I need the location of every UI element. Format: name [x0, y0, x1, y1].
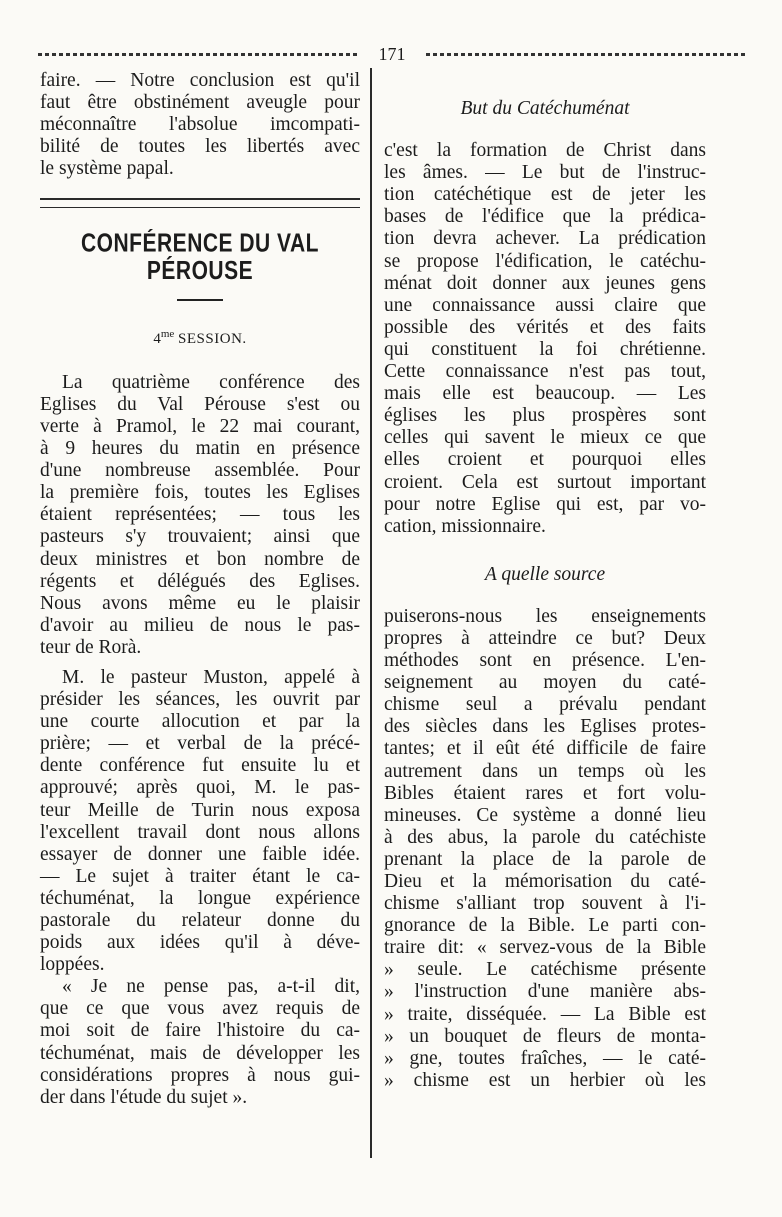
text-line: » traite, disséquée. — La Bible est — [384, 1003, 706, 1025]
text-line: Dieu et la mémorisation du caté- — [384, 871, 706, 892]
text-line: tion catéchétique est de jeter les — [384, 184, 706, 206]
left-paragraph-4 — [40, 976, 360, 1109]
text-line: téchuménat, mais de développer les — [40, 1042, 360, 1064]
heading-dash — [177, 299, 223, 301]
text-line: — Le sujet à traiter étant le ca- — [40, 865, 360, 887]
text-line: M. le pasteur Muston, appelé à — [62, 666, 360, 688]
text-line: tion devra achever. La prédication — [384, 228, 706, 250]
text-line: cation, missionnaire. — [384, 515, 546, 537]
text-line: der dans l'étude du sujet ». — [40, 1086, 248, 1108]
text-line: mais elle est beaucoup. — Les — [384, 383, 706, 405]
text-line: croient. Cela est surtout important — [384, 471, 706, 493]
text-line: pastorale du relateur donne du — [40, 910, 360, 931]
text-line: puiserons-nous les enseignements — [384, 605, 706, 627]
text-line: méthodes sont en présence. L'en- — [384, 650, 706, 672]
left-paragraph-3 — [40, 667, 360, 976]
text-line: loppées. — [40, 954, 105, 976]
text-line: elles croient et pourquoi elles — [384, 449, 706, 471]
text-line: mineuses. Ce système a donné lieu — [384, 804, 706, 826]
text-line: » seule. Le catéchisme présente — [384, 959, 706, 981]
text-line: autrement dans un temps où les — [384, 760, 706, 782]
page-header — [38, 44, 746, 64]
session-word: SESSION. — [178, 330, 247, 347]
text-line: Eglises du Val Pérouse s'est ou — [40, 393, 360, 415]
text-line: dente conférence fut ensuite lu et — [40, 755, 360, 777]
text-line: faire. — Notre conclusion est qu'il — [40, 70, 360, 91]
text-line: la première fois, toutes les Eglises — [40, 482, 360, 504]
left-column — [40, 70, 360, 1109]
text-line: moi soit de faire l'histoire du ca- — [40, 1020, 360, 1042]
text-line: poids aux idées qu'il à déve- — [40, 932, 360, 954]
text-line: que ce que vous avez requis de — [40, 998, 360, 1020]
right-paragraph-2 — [384, 606, 706, 1092]
text-line: chisme s'alliant trop souvent à l'i- — [384, 893, 706, 915]
text-line: ménat doit donner aux jeunes gens — [384, 272, 706, 294]
text-line: approuvé; après quoi, M. le pas- — [40, 777, 360, 799]
text-line: étaient représentées; — tous les — [40, 504, 360, 526]
text-line: une courte allocution et par la — [40, 711, 360, 733]
subheading-but: But du Catéchuménat — [460, 98, 630, 119]
text-line: Nous avons même eu le plaisir — [40, 592, 360, 614]
section-double-rule — [40, 198, 360, 208]
text-line: bases de l'édifice que la prédica- — [384, 206, 706, 228]
text-line: qui constituent la foi chrétienne. — [384, 338, 706, 360]
text-line: d'avoir au milieu de nous le pas- — [40, 614, 360, 636]
left-paragraph-1 — [40, 70, 360, 180]
text-line: » gne, toutes fraîches, — le caté- — [384, 1047, 706, 1069]
text-line: une connaissance aussi claire que — [384, 294, 706, 316]
text-line: « Je ne pense pas, a-t-il dit, — [62, 976, 360, 998]
text-line: églises les plus prospères sont — [384, 405, 706, 427]
text-line: tantes; et il eût été difficile de faire — [384, 738, 706, 760]
text-line: téchuménat, la longue expérience — [40, 887, 360, 909]
session-label — [40, 323, 360, 350]
text-line: » chisme est un herbier où les — [384, 1069, 706, 1091]
section-heading: CONFÉRENCE DU VAL PÉROUSE — [81, 229, 319, 287]
text-line: l'excellent travail dont nous allons — [40, 821, 360, 843]
text-line: » l'instruction d'une manière abs- — [384, 981, 706, 1003]
text-line: pasteurs s'y trouvaient; ainsi que — [40, 526, 360, 548]
text-line: c'est la formation de Christ dans — [384, 140, 706, 162]
text-line: Cette connaissance n'est pas tout, — [384, 361, 706, 383]
text-line: présider les séances, les ouvrit par — [40, 689, 360, 711]
header-wavy-rule-right — [426, 53, 746, 56]
text-line: gnorance de la Bible. Le parti con- — [384, 915, 706, 937]
text-line: d'une nombreuse assemblée. Pour — [40, 460, 360, 482]
text-line: des siècles dans les Eglises protes- — [384, 716, 706, 738]
column-divider — [370, 68, 372, 1158]
text-line: prière; — et verbal de la précé- — [40, 733, 360, 755]
text-line: considérations propres à nous gui- — [40, 1064, 360, 1086]
text-line: faut être obstinément aveugle pour — [40, 92, 360, 114]
text-line: pour notre Eglise qui est, par vo- — [384, 493, 706, 515]
text-line: deux ministres et bon nombre de — [40, 548, 360, 570]
left-paragraph-2 — [40, 372, 360, 659]
text-line: les âmes. — Le but de l'instruc- — [384, 162, 706, 184]
text-line: méconnaître l'absolue imcompati- — [40, 114, 360, 136]
text-line: » un bouquet de fleurs de monta- — [384, 1025, 706, 1047]
text-line: La quatrième conférence des — [62, 371, 360, 393]
text-line: prenant la place de la parole de — [384, 848, 706, 870]
text-line: traire dit: « servez-vous de la Bible — [384, 937, 706, 959]
text-line: verte à Pramol, le 22 mai courant, — [40, 415, 360, 437]
text-line: bilité de toutes les libertés avec — [40, 136, 360, 158]
text-line: celles qui savent le mieux ce que — [384, 427, 706, 449]
text-line: teur de Rorà. — [40, 636, 142, 658]
page-number: 171 — [378, 44, 406, 64]
right-paragraph-1 — [384, 140, 706, 538]
session-number: 4 — [153, 330, 161, 347]
text-line: possible des vérités et des faits — [384, 316, 706, 338]
text-line: teur Meille de Turin nous exposa — [40, 799, 360, 821]
right-column — [384, 70, 706, 1092]
text-line: à des abus, la parole du catéchiste — [384, 826, 706, 848]
text-line: le système papal. — [40, 158, 174, 180]
session-superscript: me — [160, 327, 175, 340]
text-line: se propose l'édification, le catéchu- — [384, 250, 706, 272]
text-line: Bibles étaient rares et fort volu- — [384, 782, 706, 804]
text-line: essayer de donner une faible idée. — [40, 843, 360, 865]
text-line: à 9 heures du matin en présence — [40, 438, 360, 460]
subheading-source: A quelle source — [484, 563, 606, 585]
text-line: régents et délégués des Eglises. — [40, 570, 360, 592]
text-line: chisme seul a prévalu pendant — [384, 694, 706, 716]
text-line: seignement au moyen du caté- — [384, 672, 706, 694]
text-line: propres à atteindre ce but? Deux — [384, 627, 706, 649]
